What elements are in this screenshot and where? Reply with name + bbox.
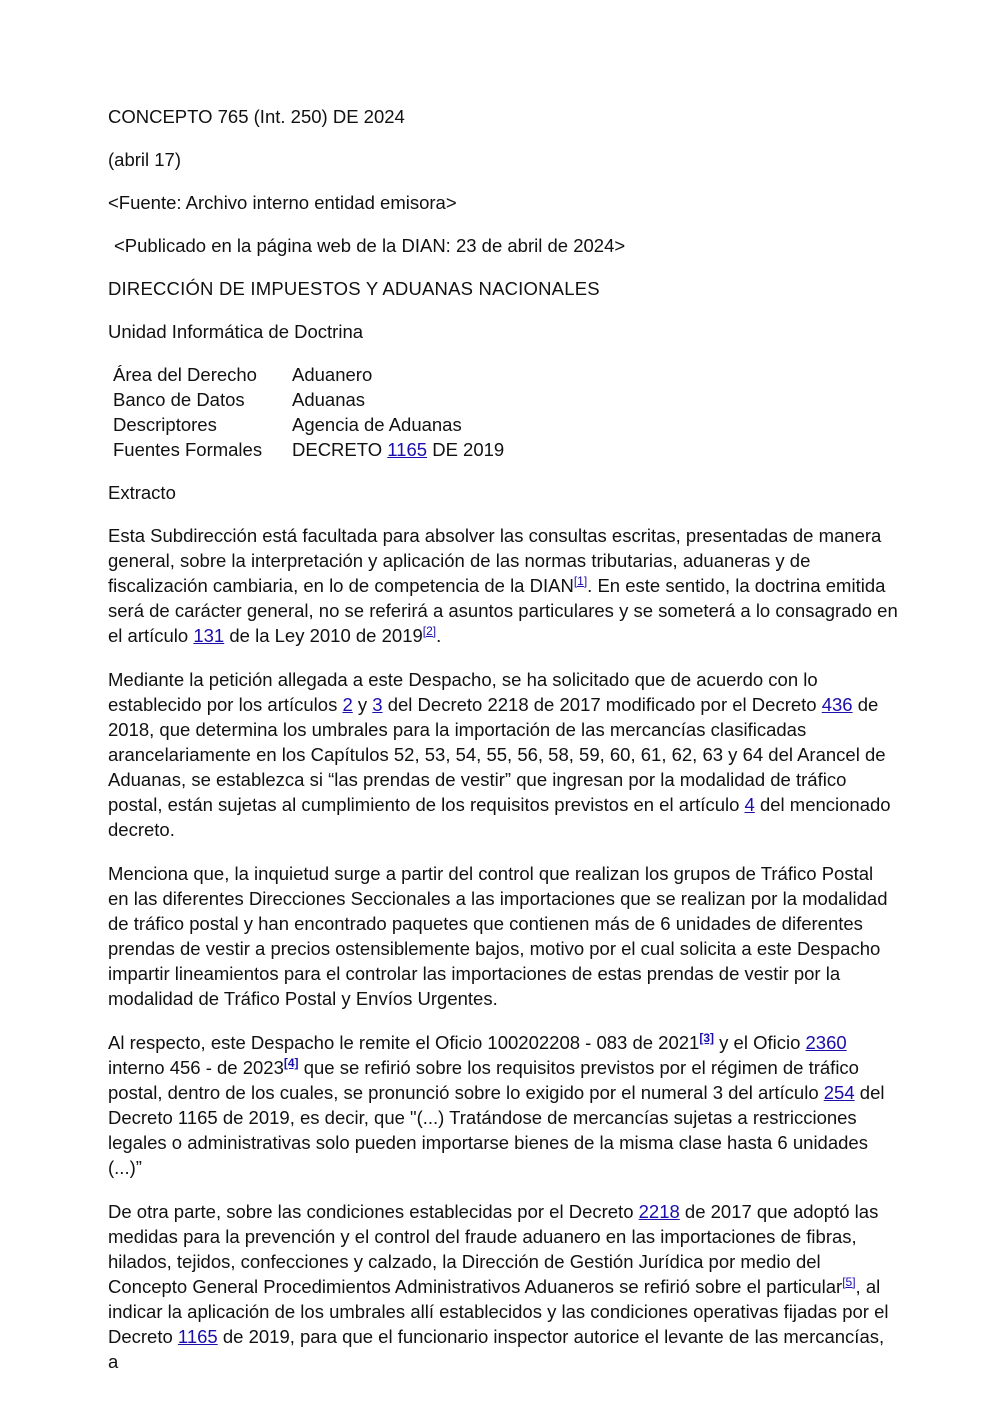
- text-span: , al indicar la aplicación de los umbrales allí establecidos y las condiciones operativas fijadas por el Decreto: [108, 1276, 889, 1347]
- text-span: que se refirió sobre los requisitos previstos por el régimen de tráfico postal, dentro de los cuales, se pronunció sobre lo exigido por el numeral 3 del artículo: [108, 1057, 859, 1103]
- published-note: <Publicado en la página web de la DIAN: 23 de abril de 2024>: [114, 235, 626, 256]
- text-span: y el Oficio: [714, 1032, 806, 1053]
- concepto-title: CONCEPTO 765 (Int. 250) DE 2024: [108, 106, 405, 127]
- articulo-4-link[interactable]: 4: [744, 794, 755, 815]
- paragraph-competencia: [108, 523, 898, 648]
- text-span: y: [352, 694, 373, 715]
- meta-value: Aduanas: [292, 389, 366, 410]
- footnote-3-link[interactable]: [3]: [699, 1031, 715, 1045]
- table-row: [113, 412, 504, 437]
- paragraph-condiciones: [108, 1199, 898, 1374]
- document-page: [108, 104, 898, 1393]
- meta-label: Banco de Datos: [113, 389, 245, 410]
- text-span: del Decreto 1165 de 2019, es decir, que "(...) Tratándose de mercancías sujetas a restricciones legales o administrativas solo pueden importarse bienes de la misma clase hasta 6 unidades (...)”: [108, 1082, 885, 1178]
- text-span: .: [436, 625, 442, 646]
- footnote-5-link[interactable]: [5]: [842, 1275, 856, 1289]
- text-span: Esta Subdirección está facultada para absolver las consultas escritas, presentadas de manera general, sobre la interpretación y aplicación de las normas tributarias, aduaneras y de fiscalización cambiaria, en lo de competencia de la DIAN: [108, 525, 882, 596]
- text-span: de 2018, que determina los umbrales para la importación de las mercancías clasificadas arancelariamente en los Capítulos 52, 53, 54, 55, 56, 58, 59, 60, 61, 62, 63 y 64 del Arancel de Aduanas, se establezca si “las prendas de vestir” que ingresan por la modalidad de tráfico postal, están sujetas al cumplimiento de los requisitos previstos en el artículo: [108, 694, 886, 815]
- articulo-2-link[interactable]: 2: [342, 694, 353, 715]
- extracto-heading: Extracto: [108, 482, 176, 503]
- meta-value: Agencia de Aduanas: [292, 414, 462, 435]
- source-note: <Fuente: Archivo interno entidad emisora>: [108, 192, 457, 213]
- decreto-1165-link[interactable]: 1165: [387, 439, 428, 460]
- text-span: Al respecto, este Despacho le remite el Oficio 100202208 - 083 de 2021: [108, 1032, 700, 1053]
- table-row: [113, 437, 504, 462]
- paragraph-inquietud: Menciona que, la inquietud surge a partir del control que realizan los grupos de Tráfico Postal en las diferentes Direcciones Seccionales a las importaciones que se realizan por la modalidad de tráfico postal y han encontrado paquetes que contienen más de 6 unidades de diferentes prendas de vestir a precios ostensiblemente bajos, motivo por el cual solicita a este Despacho impartir lineamientos para el controlar las importaciones de estas prendas de vestir por la modalidad de Tráfico Postal y Envíos Urgentes.: [108, 863, 888, 1009]
- text-span: de 2019, para que el funcionario inspector autorice el levante de las mercancías, a: [108, 1326, 885, 1372]
- meta-label: Fuentes Formales: [113, 439, 263, 460]
- articulo-254-link[interactable]: 254: [823, 1082, 855, 1103]
- footnote-1-link[interactable]: [1]: [573, 574, 588, 588]
- text-span: . En este sentido, la doctrina emitida será de carácter general, no se referirá a asuntos particulares y se someterá a lo consagrado en el artículo: [108, 575, 898, 646]
- oficio-2360-link[interactable]: 2360: [805, 1032, 847, 1053]
- meta-value: Aduanero: [292, 364, 373, 385]
- meta-value: [292, 437, 504, 462]
- paragraph-peticion: [108, 667, 898, 842]
- meta-value-pre: DECRETO: [292, 439, 388, 460]
- metadata-table: [113, 362, 504, 462]
- decreto-1165-link-2[interactable]: 1165: [177, 1326, 218, 1347]
- paragraph-respuesta: [108, 1030, 898, 1180]
- entity-name: DIRECCIÓN DE IMPUESTOS Y ADUANAS NACIONALES: [108, 278, 600, 299]
- text-span: del Decreto 2218 de 2017 modificado por el Decreto: [382, 694, 822, 715]
- footnote-2-link[interactable]: [2]: [422, 624, 437, 638]
- text-span: de 2017 que adoptó las medidas para la prevención y el control del fraude aduanero en las importaciones de fibras, hilados, tejidos, confecciones y calzado, la Dirección de Gestión Jurídica por medio del Concepto General Procedimientos Administrativos Aduaneros se refirió sobre el particular: [108, 1201, 879, 1297]
- table-row: [113, 387, 504, 412]
- meta-label: Área del Derecho: [113, 364, 257, 385]
- articulo-131-link[interactable]: 131: [193, 625, 225, 646]
- text-span: de la Ley 2010 de 2019: [224, 625, 423, 646]
- decreto-2218-link[interactable]: 2218: [638, 1201, 680, 1222]
- text-span: Mediante la petición allegada a este Despacho, se ha solicitado que de acuerdo con lo establecido por los artículos: [108, 669, 818, 715]
- articulo-3-link[interactable]: 3: [372, 694, 383, 715]
- footnote-4-link[interactable]: [4]: [283, 1056, 299, 1070]
- text-span: De otra parte, sobre las condiciones establecidas por el Decreto: [108, 1201, 639, 1222]
- concepto-date: (abril 17): [108, 149, 181, 170]
- table-row: [113, 362, 504, 387]
- meta-value-post: DE 2019: [427, 439, 505, 460]
- text-span: interno 456 - de 2023: [108, 1057, 284, 1078]
- text-span: del mencionado decreto.: [108, 794, 891, 840]
- meta-label: Descriptores: [113, 414, 217, 435]
- unit-name: Unidad Informática de Doctrina: [108, 321, 364, 342]
- decreto-436-link[interactable]: 436: [821, 694, 853, 715]
